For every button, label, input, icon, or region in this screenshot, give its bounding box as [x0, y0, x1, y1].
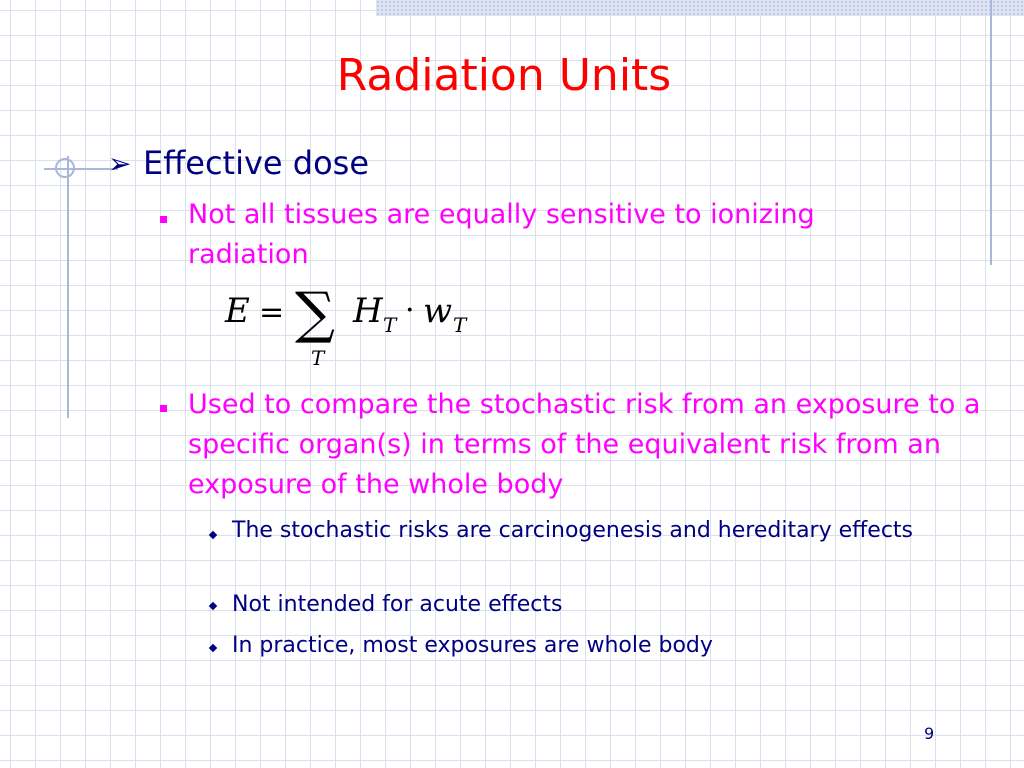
- square-bullet-icon: [160, 216, 167, 223]
- point-stochastic-risk: Used to compare the stochastic risk from an exposure to a specific organ(s) in terms of the equivalent risk from an exposure of the whole body: [188, 389, 981, 500]
- effective-dose-formula: [215, 280, 485, 380]
- formula-w: w: [423, 291, 453, 331]
- subpoint-carcinogenesis: The stochastic risks are carcinogenesis and hereditary effects: [232, 518, 914, 543]
- subpoint-whole-body: In practice, most exposures are whole body: [232, 633, 713, 658]
- formula-w-subscript: T: [453, 313, 467, 337]
- page-number: 9: [924, 724, 935, 743]
- formula-dot: ·: [405, 293, 415, 328]
- slide-title: Radiation Units: [336, 50, 672, 101]
- formula-lhs: E: [225, 291, 250, 331]
- left-decor-circle: [55, 158, 75, 178]
- diamond-bullet-icon: [209, 644, 217, 652]
- diamond-bullet-icon: [209, 531, 217, 539]
- point-tissue-sensitivity: Not all tissues are equally sensitive to ionizing radiation: [188, 199, 815, 270]
- formula-sum-index: T: [311, 346, 325, 370]
- right-decor-line: [990, 0, 992, 265]
- square-bullet-icon: [160, 405, 167, 412]
- subpoint-acute-effects: Not intended for acute effects: [232, 592, 563, 617]
- diamond-bullet-icon: [209, 602, 217, 610]
- top-decor-band: [376, 0, 1024, 16]
- arrow-bullet-icon: ➢: [108, 147, 132, 180]
- left-decor-vertical-line: [67, 156, 69, 418]
- formula-h: H: [353, 291, 383, 331]
- heading-effective-dose: Effective dose: [143, 144, 370, 182]
- formula-equals: =: [259, 295, 285, 330]
- formula-h-subscript: T: [383, 313, 397, 337]
- formula-sum-symbol: ∑: [295, 281, 335, 346]
